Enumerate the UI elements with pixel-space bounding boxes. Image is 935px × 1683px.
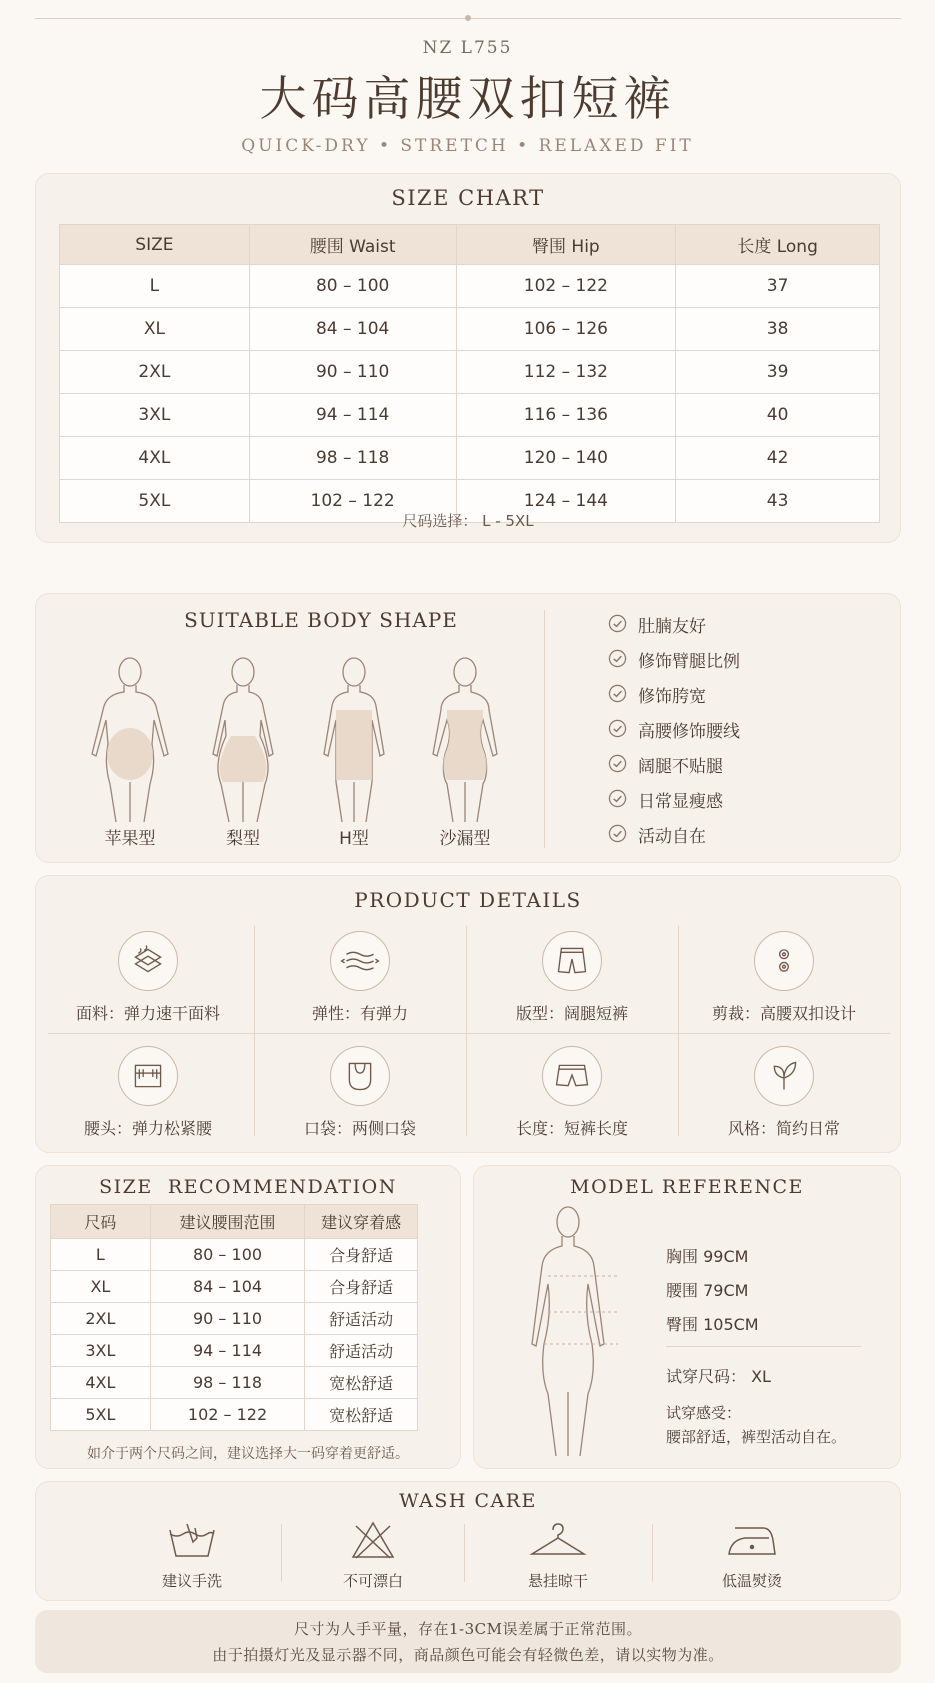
- shape-label-pear: 梨型: [226, 829, 260, 849]
- check-icon: [608, 754, 627, 773]
- feature-item: [638, 717, 740, 742]
- feature-label: 修饰胯宽: [638, 687, 706, 707]
- feature-label: 阔腿不贴腿: [638, 757, 723, 777]
- model-feel-text: 腰部舒适，裤型活动自在。: [666, 1428, 847, 1446]
- product-tagline: QUICK-DRY • STRETCH • RELAXED FIT: [241, 136, 694, 156]
- detail-stretch: [254, 931, 466, 1024]
- apple-highlight: [107, 728, 153, 780]
- table-cell: 2XL: [60, 351, 250, 394]
- hanger-icon: [528, 1520, 588, 1560]
- leaf-icon: [754, 1046, 814, 1106]
- detail-label: 长度：短裤长度: [515, 1119, 628, 1138]
- table-cell: 98 – 118: [249, 437, 456, 480]
- shorts-length-icon: [542, 1046, 602, 1106]
- table-cell: 37: [676, 265, 880, 308]
- wash-item-hand-wash: [102, 1520, 282, 1591]
- size-chart-title: SIZE CHART: [391, 186, 545, 210]
- table-cell: L: [60, 265, 250, 308]
- wash-label: 悬挂晾干: [527, 1572, 588, 1590]
- table-cell: 116 – 136: [456, 394, 676, 437]
- table-cell: XL: [60, 308, 250, 351]
- table-cell: 102 – 122: [249, 480, 456, 523]
- table-cell: 舒适活动: [305, 1303, 418, 1335]
- detail-waistband: [42, 1046, 254, 1139]
- detail-label: 风格：简约日常: [727, 1119, 840, 1138]
- fabric-icon: [118, 931, 178, 991]
- disclaimer-line: 由于拍摄灯光及显示器不同，商品颜色可能会有轻微色差，请以实物为准。: [212, 1646, 724, 1664]
- iron-icon: [725, 1520, 779, 1560]
- detail-style: [678, 1046, 890, 1139]
- waistband-icon: [118, 1046, 178, 1106]
- wash-label: 建议手洗: [161, 1572, 222, 1590]
- table-row: [60, 351, 880, 394]
- table-cell: 2XL: [51, 1303, 151, 1335]
- table-row: [51, 1239, 418, 1271]
- table-cell: 90 – 110: [150, 1303, 305, 1335]
- table-cell: 3XL: [60, 394, 250, 437]
- detail-fabric: [42, 931, 254, 1024]
- table-row: [60, 394, 880, 437]
- shape-label-h: H型: [339, 829, 369, 849]
- table-cell: 90 – 110: [249, 351, 456, 394]
- table-cell: 42: [676, 437, 880, 480]
- column-header: 建议穿着感: [305, 1205, 418, 1239]
- model-size: 试穿尺码： XL: [666, 1367, 771, 1386]
- table-cell: 5XL: [60, 480, 250, 523]
- pear-highlight: [219, 736, 266, 782]
- table-cell: 40: [676, 394, 880, 437]
- table-cell: 宽松舒适: [305, 1399, 418, 1431]
- h-highlight: [336, 710, 372, 780]
- body-shape-title: SUITABLE BODY SHAPE: [184, 608, 458, 632]
- product-title: 大码高腰双扣短裤: [259, 72, 676, 127]
- wash-care-card: [35, 1481, 901, 1601]
- detail-label: 面料：弹力速干面料: [75, 1004, 220, 1023]
- detail-label: 剪裁：高腰双扣设计: [711, 1004, 856, 1023]
- wash-item-hang-dry: [468, 1520, 648, 1591]
- feature-label: 修饰臂腿比例: [638, 652, 740, 672]
- table-cell: 84 – 104: [150, 1271, 305, 1303]
- model-bust: 胸围 99CM: [666, 1247, 749, 1266]
- table-cell: 3XL: [51, 1335, 151, 1367]
- size-recommendation-title: SIZE RECOMMENDATION: [99, 1176, 397, 1198]
- size-chart-card: [35, 173, 901, 543]
- detail-label: 版型：阔腿短裤: [515, 1004, 628, 1023]
- wash-care-title: WASH CARE: [399, 1490, 537, 1512]
- size-recommendation-card: [35, 1165, 461, 1469]
- table-cell: 98 – 118: [150, 1367, 305, 1399]
- apple-shape-figure: [80, 654, 180, 824]
- product-details-title: PRODUCT DETAILS: [354, 888, 582, 912]
- check-icon: [608, 824, 627, 843]
- disclaimer-line: 尺寸为人手平量，存在1-3CM误差属于正常范围。: [294, 1620, 642, 1638]
- disclaimer-footer: [35, 1610, 901, 1673]
- column-header: 臀围 Hip: [456, 225, 676, 265]
- table-header-row: [51, 1205, 418, 1239]
- table-row: [51, 1335, 418, 1367]
- h-shape-figure: [304, 654, 404, 824]
- model-silhouette: [518, 1204, 618, 1459]
- table-cell: XL: [51, 1271, 151, 1303]
- table-cell: 80 – 100: [150, 1239, 305, 1271]
- pear-shape-figure: [193, 654, 293, 824]
- body-shape-divider: [544, 610, 545, 848]
- check-icon: [608, 684, 627, 703]
- table-cell: 合身舒适: [305, 1271, 418, 1303]
- table-cell: 102 – 122: [456, 265, 676, 308]
- feature-item: [638, 647, 740, 672]
- wash-label: 不可漂白: [342, 1572, 403, 1590]
- check-icon: [608, 649, 627, 668]
- wash-item-no-bleach: [283, 1520, 463, 1591]
- detail-label: 腰头：弹力松紧腰: [83, 1119, 212, 1138]
- hourglass-highlight: [443, 710, 486, 780]
- buttons-icon: [754, 931, 814, 991]
- table-row: [60, 265, 880, 308]
- detail-label: 口袋：两侧口袋: [303, 1119, 416, 1138]
- feature-item: [638, 612, 706, 637]
- size-range-note: 尺码选择： L - 5XL: [402, 512, 534, 530]
- column-header: 尺码: [51, 1205, 151, 1239]
- feature-item: [638, 682, 706, 707]
- table-cell: 38: [676, 308, 880, 351]
- hourglass-shape-figure: [415, 654, 515, 824]
- detail-fit: [466, 931, 678, 1024]
- table-cell: 120 – 140: [456, 437, 676, 480]
- column-header: 腰围 Waist: [249, 225, 456, 265]
- feature-label: 肚腩友好: [638, 617, 706, 637]
- feature-label: 活动自在: [638, 827, 706, 847]
- column-header: 建议腰围范围: [150, 1205, 305, 1239]
- table-cell: 112 – 132: [456, 351, 676, 394]
- check-icon: [608, 789, 627, 808]
- table-cell: 94 – 114: [249, 394, 456, 437]
- column-header: SIZE: [60, 225, 250, 265]
- wash-label: 低温熨烫: [721, 1572, 782, 1590]
- table-cell: 84 – 104: [249, 308, 456, 351]
- model-waist: 腰围 79CM: [666, 1281, 749, 1300]
- table-cell: 80 – 100: [249, 265, 456, 308]
- feature-label: 高腰修饰腰线: [638, 722, 740, 742]
- model-divider: [666, 1346, 861, 1347]
- model-reference-title: MODEL REFERENCE: [570, 1176, 804, 1198]
- table-cell: 43: [676, 480, 880, 523]
- wash-item-low-iron: [662, 1520, 842, 1591]
- grid-divider: [48, 1033, 890, 1034]
- table-cell: L: [51, 1239, 151, 1271]
- stretch-icon: [330, 931, 390, 991]
- size-recommendation-note: 如介于两个尺码之间，建议选择大一码穿着更舒适。: [87, 1446, 409, 1462]
- table-row: [51, 1367, 418, 1399]
- check-icon: [608, 614, 627, 633]
- feature-item: [638, 752, 723, 777]
- shape-label-hourglass: 沙漏型: [439, 829, 491, 849]
- table-row: [60, 437, 880, 480]
- table-cell: 宽松舒适: [305, 1367, 418, 1399]
- feature-item: [638, 787, 723, 812]
- pocket-icon: [330, 1046, 390, 1106]
- product-code: NZ L755: [422, 38, 513, 58]
- no-bleach-icon: [346, 1520, 400, 1560]
- detail-label: 弹性：有弹力: [311, 1004, 408, 1023]
- table-cell: 合身舒适: [305, 1239, 418, 1271]
- detail-length: [466, 1046, 678, 1139]
- table-cell: 106 – 126: [456, 308, 676, 351]
- table-cell: 5XL: [51, 1399, 151, 1431]
- header-ornament: [465, 15, 471, 21]
- table-cell: 124 – 144: [456, 480, 676, 523]
- wash-divider: [464, 1524, 465, 1582]
- model-hip: 臀围 105CM: [666, 1315, 759, 1334]
- table-cell: 39: [676, 351, 880, 394]
- wash-divider: [652, 1524, 653, 1582]
- body-shape-card: [35, 593, 901, 863]
- feature-label: 日常显瘦感: [638, 792, 723, 812]
- column-header: 长度 Long: [676, 225, 880, 265]
- size-chart-table: [59, 224, 880, 523]
- table-row: [51, 1271, 418, 1303]
- table-row: [60, 308, 880, 351]
- table-row: [51, 1399, 418, 1431]
- feature-item: [638, 822, 706, 847]
- model-reference-card: [473, 1165, 901, 1469]
- product-details-card: [35, 875, 901, 1153]
- table-cell: 102 – 122: [150, 1399, 305, 1431]
- table-cell: 舒适活动: [305, 1335, 418, 1367]
- shorts-icon: [542, 931, 602, 991]
- detail-cut: [678, 931, 890, 1024]
- table-cell: 4XL: [60, 437, 250, 480]
- table-cell: 4XL: [51, 1367, 151, 1399]
- detail-pocket: [254, 1046, 466, 1139]
- table-cell: 94 – 114: [150, 1335, 305, 1367]
- model-feel-label: 试穿感受：: [666, 1404, 742, 1422]
- shape-label-apple: 苹果型: [104, 829, 156, 849]
- table-row: [51, 1303, 418, 1335]
- hand-wash-icon: [165, 1520, 219, 1560]
- table-header-row: [60, 225, 880, 265]
- size-recommendation-table: [50, 1204, 418, 1431]
- check-icon: [608, 719, 627, 738]
